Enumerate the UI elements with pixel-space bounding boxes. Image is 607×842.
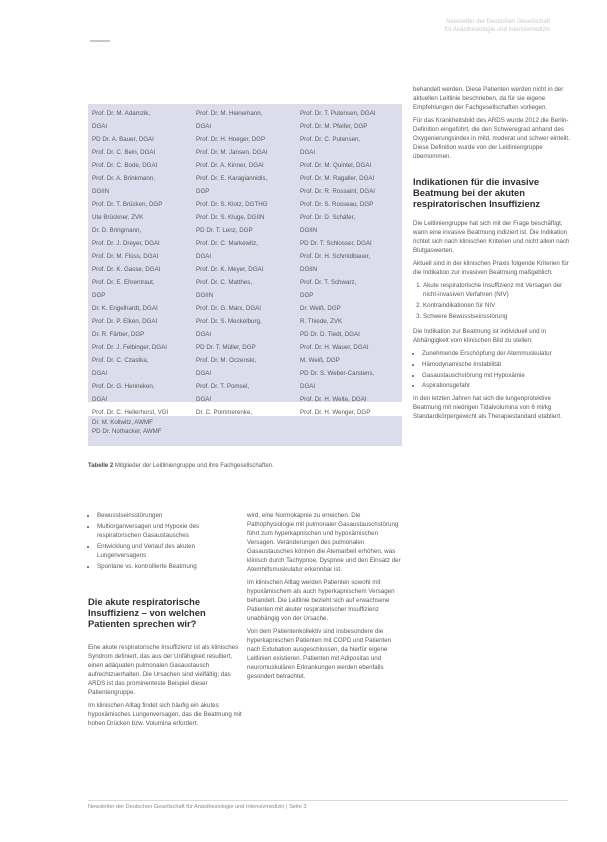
list-item: • Hämodynamische Instabilität: [422, 361, 573, 370]
table-cell: Prof. Dr. R. Rossaint, DGAI: [300, 187, 375, 195]
table-cell: Prof. Dr. C. Czastka,: [92, 356, 149, 364]
table-cell: Prof. Dr. H. Schmidbauer,: [300, 252, 371, 260]
table-footer-line-1: Dr. M. Kollwitz, AWMF: [92, 419, 153, 426]
table-cell: Prof. Dr. A. Brinkmann,: [92, 174, 155, 182]
table-cell: PD Dr. S. Weber-Carstens,: [300, 369, 375, 377]
paragraph: behandelt werden. Diese Patienten werden nicht in der aktuellen Leitlinie beschrieben, da für sie eigene Empfehlungen der Fachgesellschaften vorliegen.: [413, 86, 564, 111]
table-cell: Prof. Dr. M. Heinemann,: [196, 110, 263, 117]
table-cell: Ute Brückner, ZVK: [92, 213, 144, 221]
table-cell: Prof. Dr. T. Pomsel,: [196, 382, 250, 390]
table-cell: Prof. Dr. H. Wenger, DGP: [300, 408, 371, 416]
table-cell: DGP: [300, 291, 314, 299]
text-column-2: [247, 512, 404, 686]
table-cell: PD Dr. T. Lenz, DGP: [196, 226, 253, 234]
table-cell: Dr. C. Pommerenke,: [196, 408, 253, 416]
table-cell: Prof. Dr. M. Pfeifer, DGP: [300, 122, 368, 130]
table-caption: [88, 462, 408, 471]
table-cell: M. Weiß, DGP: [300, 356, 340, 364]
caption-text: Mitglieder der Leitliniengruppe und ihre Fachgesellschaften.: [114, 463, 274, 469]
table-cell: R. Thiede, ZVK: [300, 317, 343, 325]
table-cell: PD Dr. T. Schlosser, DGAI: [300, 239, 372, 247]
paragraph: Für das Krankheitsbild des ARDS wurde 2012 die Berlin-Definition eingeführt, die den Schweregrad anhand des Oxygenierungsindex in mild, moderat und schwer einteilt. Diese Definition wurde von der Leitliniengruppe übernommen.: [413, 116, 570, 160]
table-cell: Prof. Dr. H. Welte, DGAI: [300, 395, 367, 403]
table-cell: Prof. Dr. C. Bein, DGAI: [92, 148, 156, 156]
table-cell: Prof. Dr. G. Marx, DGAI: [196, 304, 261, 312]
list-item: • Spontane vs. kontrollierte Beatmung: [97, 563, 242, 572]
list-item: • Gasaustauschstörung mit Hypoxämie: [422, 372, 573, 381]
table-cell: Prof. Dr. M. Jansen, DGAI: [196, 148, 268, 156]
table-cell: DGAI: [196, 369, 212, 377]
section-heading-2: Indikationen für die invasive Beatmung bei der akuten respiratorischen Insuffizienz: [413, 175, 541, 210]
table-cell: DGIIN: [300, 265, 318, 273]
table-cell: Prof. Dr. S. Rosseau, DGP: [300, 200, 374, 208]
paragraph: Die Indikation zur Beatmung ist individuell und in Abhängigkeit vom klinischen Bild zu stellen:: [413, 327, 547, 344]
table-cell: Prof. Dr. M. Quintel, DGAI: [300, 161, 372, 169]
members-column-1: [92, 110, 192, 422]
list-item: • Entwicklung und Verlauf des akuten Lungenversagens: [97, 543, 242, 561]
running-header-line-1: Newsletter der Deutschen Gesellschaft: [446, 19, 550, 25]
table-cell: Prof. Dr. E. Ehrentraut,: [92, 278, 155, 286]
table-cell: Prof. Dr. G. Henneken,: [92, 382, 155, 390]
table-cell: Dr. Weiß, DGP: [300, 304, 341, 312]
table-cell: Prof. Dr. E. Karagiannidis,: [196, 174, 268, 182]
list-item: • Zunehmende Erschöpfung der Atemmuskulatur: [422, 350, 573, 359]
table-cell: Prof. Dr. M. Adamzik,: [92, 110, 151, 117]
paragraph: Aktuell sind in der klinischen Praxis folgende Kriterien für die Indikation zur invasiven Beatmung maßgeblich:: [413, 259, 569, 276]
table-cell: DGAI: [196, 122, 212, 130]
table-cell: Prof. Dr. K. Meyer, DGAI: [196, 265, 264, 273]
table-cell: Prof. Dr. H. Hoeger, DGP: [196, 135, 266, 143]
table-cell: DGAI: [300, 148, 316, 156]
table-cell: Prof. Dr. T. Putensen, DGAI: [300, 110, 376, 117]
table-cell: Dr. K. Engelhardt, DGAI: [92, 304, 158, 312]
page-footer: Newsletter der Deutschen Gesellschaft für Anästhesiologie und Intensivmedizin | Seite 3: [88, 804, 307, 810]
list-item: 1. Akute respiratorische Insuffizienz mit Versagen der nicht-invasiven Verfahren (NIV): [423, 282, 573, 300]
table-footer-line-2: PD Dr. Nothacker, AWMF: [92, 427, 162, 435]
table-cell: PD Dr. T. Müller, DGP: [196, 343, 256, 351]
table-cell: Prof. Dr. K. Gasse, DGAI: [92, 265, 161, 273]
table-cell: PD Dr. A. Bauer, DGAI: [92, 135, 154, 143]
table-cell: DGAI: [92, 395, 108, 403]
paragraph: Im klinischen Alltag findet sich häufig ein akutes hypoxämisches Lungenversagen, das die Beatmung mit hohen Drücken bzw. Volumina erfordert.: [88, 701, 242, 727]
table-cell: Prof. Dr. M. Flüss, DGAI: [92, 252, 159, 260]
table-cell: Prof. Dr. D. Schäfer,: [300, 213, 356, 221]
table-cell: Dr. R. Färber, DGP: [92, 330, 145, 338]
table-cell: DGAI: [196, 395, 212, 403]
table-cell: DGIIN: [196, 291, 214, 299]
table-cell: Prof. Dr. H. Wauer, DGAI: [300, 343, 369, 351]
list-item: • Aspirationsgefahr: [422, 382, 573, 391]
paragraph: In den letzten Jahren hat sich die lungenprotektive Beatmung mit niedrigen Tidalvolumina von 6 ml/kg Standardkörpergewicht als Therapiestandard etabliert.: [413, 395, 562, 421]
table-cell: Prof. Dr. C. Putensen,: [300, 135, 361, 143]
table-cell: DGAI: [196, 330, 212, 338]
members-table-footer: [88, 416, 402, 446]
list-item: 3. Schwere Bewusstseinsstörung: [423, 313, 573, 322]
table-cell: PD Dr. D. Tiedt, DGAI: [300, 330, 360, 338]
text-column-3: [413, 86, 573, 426]
table-cell: Prof. Dr. C. Matthes,: [196, 278, 253, 286]
numbered-list: [413, 282, 573, 322]
running-header-line-2: für Anästhesiologie und Intensivmedizin: [444, 27, 550, 34]
table-cell: Prof. Dr. S. Meckelburg,: [196, 317, 262, 325]
table-cell: DGAI: [92, 369, 108, 377]
bullet-list-2: [413, 350, 573, 392]
table-cell: Prof. Dr. M. Oczenski,: [196, 356, 257, 364]
table-cell: Prof. Dr. A. Kinner, DGAI: [196, 161, 264, 169]
table-cell: Prof. Dr. S. Klotz, DGTHG: [196, 200, 268, 208]
list-item: • Bewusstseinsstörungen: [97, 512, 242, 521]
members-column-3: [300, 110, 400, 435]
table-cell: Prof. Dr. M. Ragaller, DGAI: [300, 174, 375, 182]
table-cell: Prof. Dr. C. Markewitz,: [196, 239, 258, 247]
table-cell: Prof. Dr. J. Felbinger, DGAI: [92, 343, 167, 351]
table-cell: DGP: [196, 187, 210, 195]
table-cell: DGIIN: [92, 187, 110, 195]
list-item: 2. Kontraindikationen für NIV: [423, 302, 573, 311]
section-heading-1: Die akute respiratorische Insuffizienz – von welchen Patienten sprechen wir?: [88, 595, 206, 630]
list-item: • Multiorganversagen und Hypoxie des respiratorischen Gasaustausches: [97, 523, 242, 541]
table-cell: Prof. Dr. C. Hellerhorst, VGI: [92, 408, 169, 416]
table-cell: Prof. Dr. C. Bode, DGAI: [92, 161, 158, 169]
table-cell: DGAI: [300, 382, 316, 390]
paragraph: wird, eine Normokapnie zu erreichen. Die Pathophysiologie mit pulmonaler Gasaustauschstörung führt zum hyperkapnischen und hypoxämischen Versagen. Veränderungen des pulmonalen Gasaustausches können die Atemarbeit erhöhen, was klinisch durch Tachypnoe, Dyspnoe und den Einsatz der Atemhilfsmuskulatur erkennbar ist.: [247, 512, 401, 573]
table-cell: DGP: [92, 291, 106, 299]
table-cell: DGAI: [196, 252, 212, 260]
paragraph: Eine akute respiratorische Insuffizienz ist als klinisches Syndrom definiert, das aus der Unfähigkeit resultiert, einen adäquaten pulmonalen Gasaustausch aufrechtzuerhalten. Die Ursachen sind vielfältig; das ARDS ist das prominenteste Beispiel dieser Patientengruppe.: [88, 643, 239, 696]
table-cell: DGIIN: [300, 226, 318, 234]
table-cell: Prof. Dr. S. Kluge, DGIIN: [196, 213, 265, 221]
table-cell: DGAI: [92, 122, 108, 130]
paragraph: Von dem Patientenkollektiv sind insbesondere die hyperkapnischen Patienten mit COPD und Patienten nach Extubation ausgeschlossen, da hierfür eigene Leitlinien existieren. Patienten mit Adipositas und neuromuskulären Erkrankungen werden ebenfalls gesondert betrachtet.: [247, 627, 392, 680]
text-column-1: [88, 512, 242, 733]
table-cell: Prof. Dr. T. Schwarz,: [300, 278, 357, 286]
caption-label: Tabelle 2: [88, 463, 114, 469]
members-column-2: [196, 110, 296, 448]
table-cell: Prof. Dr. T. Brücken, DGP: [92, 200, 163, 208]
table-cell: Prof. Dr. J. Dreyer, DGAI: [92, 239, 160, 247]
table-cell: Dr. D. Bringmann,: [92, 226, 142, 234]
table-cell: Prof. Dr. P. Elken, DGAI: [92, 317, 158, 325]
header-rule: [90, 40, 110, 42]
bullet-list-1: [88, 512, 242, 572]
paragraph: Im klinischen Alltag werden Patienten sowohl mit hypoxämischem als auch hyperkapnischem Versagen behandelt. Die Leitlinie bezieht sich auf erwachsene Patienten mit akuter respiratorischer Insuffizienz unabhängig von der Ursache.: [247, 578, 395, 622]
footer-rule: [88, 800, 568, 801]
running-header: [400, 18, 550, 35]
paragraph: Die Leitliniengruppe hat sich mit der Frage beschäftigt, wann eine invasive Beatmung indiziert ist. Die Indikation richtet sich nach klinischen Kriterien und nicht allein nach Blutgaswerten.: [413, 219, 570, 254]
members-table: [88, 104, 402, 416]
